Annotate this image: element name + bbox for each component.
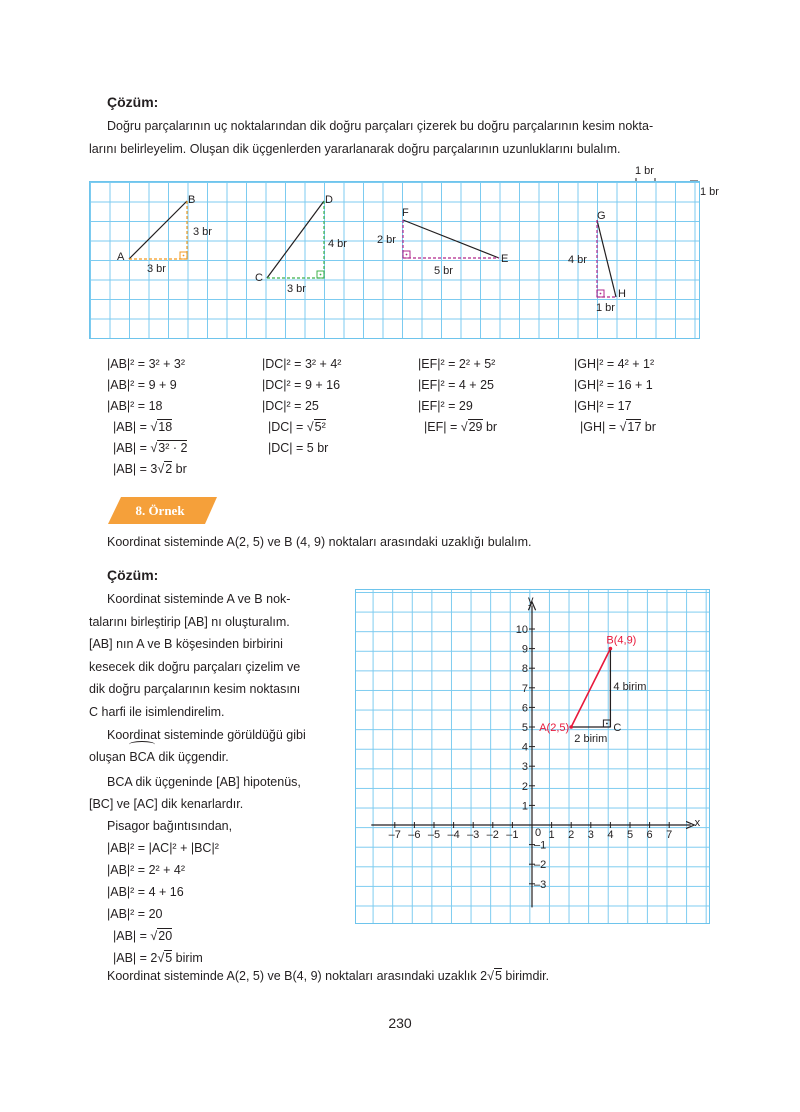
y-tick-label: 10 (515, 624, 528, 636)
point-b-label: B (188, 194, 196, 206)
segment-dc (267, 201, 324, 278)
y-tick-label: 1 (521, 800, 528, 813)
x-tick-label: –5 (427, 829, 441, 841)
point-f-label: F (402, 207, 409, 219)
point-d-label: D (325, 194, 333, 206)
equation-6-radicand: 5 (165, 951, 173, 965)
formula-ab-6-left: |AB| = 3 (113, 462, 158, 476)
formula-dc-4-radicand: 5² (314, 420, 326, 434)
point-a-label: A(2,5) (539, 722, 570, 734)
segment-ef (403, 220, 499, 258)
solution-heading-1: Çözüm: (107, 94, 159, 110)
seen-line-1: Koordinat sisteminde görüldüğü gibi (107, 728, 306, 742)
formula-gh-1: |GH|² = 4² + 1² (574, 357, 655, 371)
angle-bca (129, 746, 155, 768)
y-tick-label: 9 (521, 643, 528, 656)
y-tick-label: 7 (521, 682, 528, 695)
right-angle-dot-gh (600, 293, 602, 295)
x-tick-label: –7 (388, 829, 401, 841)
seen-line-2-end: dik üçgendir. (155, 750, 229, 764)
formula-dc-5: |DC| = 5 br (268, 441, 329, 455)
intro-line-6: C harfi ile isimlendirelim. (89, 704, 225, 719)
point-e-label: E (501, 253, 509, 265)
x-tick-label: 3 (587, 829, 594, 841)
formula-gh-3: |GH|² = 17 (574, 399, 632, 413)
formula-ab-5-radicand: 3² · 2 (158, 441, 188, 455)
right-angle-dot-ef (406, 254, 408, 256)
point-a (569, 725, 573, 729)
x-axis-label: x (694, 817, 701, 829)
solution-2-intro (89, 588, 333, 724)
seen-line-2-start: oluşan (89, 750, 130, 764)
example-badge-label: 8. Örnek (135, 503, 185, 518)
formula-column-dc (262, 354, 341, 459)
formula-dc-4-left: |DC| = (268, 420, 307, 434)
scale-v-label: 1 br (700, 186, 719, 198)
intro-line-2: talarını birleştirip [AB] nı oluşturalım. (89, 614, 290, 629)
leg-ab-horizontal-label: 3 br (147, 263, 166, 275)
right-angle-dot-ab (183, 255, 185, 257)
formula-ef-4: |EF| = √29 br (424, 420, 498, 434)
solution-heading-2: Çözüm: (107, 567, 159, 583)
x-tick-label: 5 (626, 829, 634, 841)
x-tick-label: –4 (447, 829, 460, 841)
formula-dc-4: |DC| = √5² (268, 420, 326, 434)
pisagor-line: Pisagor bağıntısından, (107, 819, 233, 833)
formula-ab-6-radicand: 2 (165, 462, 173, 476)
axis-ticks (389, 624, 673, 891)
x-tick-label: –2 (486, 829, 499, 841)
example-question: Koordinat sisteminde A(2, 5) ve B (4, 9) noktaları arasındaki uzaklığı bulalım. (107, 535, 532, 549)
scale-h-label: 1 br (635, 165, 654, 177)
formula-dc-3: |DC|² = 25 (262, 399, 319, 413)
y-tick-label: 4 (521, 741, 528, 754)
point-c-label: C (255, 272, 263, 284)
formula-ab-3: |AB|² = 18 (107, 399, 163, 413)
conclusion-radicand: 5 (494, 969, 502, 983)
formula-dc-1: |DC|² = 3² + 4² (262, 357, 342, 371)
coordinate-system (355, 589, 710, 924)
point-b (609, 647, 613, 651)
formula-ab-4-left: |AB| = (113, 420, 151, 434)
conclusion: Koordinat sisteminde A(2, 5) ve B(4, 9) noktaları arasındaki uzaklık 2√5 birimdir. (107, 969, 550, 983)
y-tick-label: –2 (534, 859, 547, 872)
x-tick-label: 4 (607, 829, 614, 841)
formula-ab-2: |AB|² = 9 + 9 (107, 378, 177, 392)
leg-gh-horizontal-label: 1 br (596, 302, 615, 314)
formula-ef-4-left: |EF| = (424, 420, 461, 434)
intro-line-3: [AB] nın A ve B köşesinden birbirini (89, 637, 283, 652)
equation-4: |AB|² = 20 (107, 907, 163, 921)
point-g-label: G (597, 210, 606, 222)
point-c-label: C (613, 722, 622, 734)
x-tick-label: 2 (568, 829, 575, 841)
y-tick-label: 5 (521, 722, 528, 734)
leg-dc-vertical-label: 4 br (328, 238, 347, 250)
equation-3: |AB|² = 4 + 16 (107, 885, 184, 899)
right-angle-dot-c (606, 723, 608, 725)
segment-ab (129, 201, 187, 259)
triangles-figure (89, 181, 700, 339)
formula-column-ef (418, 354, 497, 438)
formula-ab-6: |AB| = 3√2 br (113, 462, 187, 476)
x-tick-label: –6 (408, 829, 421, 841)
equation-2: |AB|² = 2² + 4² (107, 863, 186, 877)
page-number: 230 (388, 1015, 412, 1031)
y-tick-label: 6 (521, 702, 528, 715)
equation-1: |AB|² = |AC|² + |BC|² (107, 841, 219, 855)
y-tick-label: –3 (534, 878, 547, 891)
x-tick-label: 1 (548, 829, 555, 841)
x-tick-label: 6 (646, 829, 653, 841)
leg-ef-horizontal-label: 5 br (434, 265, 453, 277)
angle-bca-text: BCA (129, 750, 156, 764)
solution-2-body (89, 724, 306, 969)
y-axis-label: y (528, 594, 534, 607)
formula-ef-2: |EF|² = 4 + 25 (418, 378, 494, 392)
point-h-label: H (618, 288, 626, 300)
leg-dc-horizontal-label: 3 br (287, 283, 306, 295)
hypotenuse-ab (571, 649, 610, 727)
formula-ab-6-unit: br (172, 462, 187, 476)
y-tick-label: 2 (521, 780, 528, 793)
x-tick-label: 7 (666, 829, 673, 841)
formula-gh-4-left: |GH| = (580, 420, 620, 434)
equation-6: |AB| = 2√5 birim (113, 951, 203, 965)
formula-ab-4-radicand: 18 (158, 420, 173, 434)
y-tick-label: 8 (521, 663, 528, 676)
origin-label: 0 (535, 827, 542, 839)
equation-6-unit: birim (172, 951, 203, 965)
point-a-label: A (117, 251, 125, 263)
formula-gh-4-radicand: 17 (627, 420, 642, 434)
angle-arc (129, 741, 155, 748)
formula-ab-5-left: |AB| = (113, 441, 151, 455)
leg-ab-vertical-label: 3 br (193, 226, 212, 238)
equation-5-radicand: 20 (158, 929, 173, 943)
formula-ef-3: |EF|² = 29 (418, 399, 473, 413)
example-badge (107, 496, 217, 524)
formula-column-gh (574, 354, 656, 438)
x-tick-label: –3 (467, 829, 480, 841)
leg-gh-vertical-label: 4 br (568, 254, 587, 266)
formula-gh-4: |GH| = √17 br (580, 420, 656, 434)
intro-line-4: kesecek dik doğru parçaları çizelim ve (89, 659, 301, 674)
formula-ab-5: |AB| = √3² · 2 (113, 441, 188, 455)
y-tick-label: 3 (521, 761, 528, 774)
formula-ab-1: |AB|² = 3² + 3² (107, 357, 186, 371)
formula-ef-4-radicand: 29 (468, 420, 483, 434)
seen-line-2 (89, 746, 306, 768)
formula-ef-1: |EF|² = 2² + 5² (418, 357, 496, 371)
formula-gh-4-unit: br (641, 420, 656, 434)
y-tick-label: –1 (534, 839, 547, 852)
formula-gh-2: |GH|² = 16 + 1 (574, 378, 653, 392)
conclusion-text: Koordinat sisteminde A(2, 5) ve B(4, 9) noktaları arasındaki uzaklık 2 (107, 969, 488, 983)
triangle-abc (539, 635, 646, 745)
x-tick-label: –1 (506, 829, 519, 841)
leg-ef-vertical-label: 2 br (377, 234, 396, 246)
solution-paragraph-line-1: Doğru parçalarının uç noktalarından dik doğru parçaları çizerek bu doğru parçalarının kesim nokta- (107, 119, 654, 133)
formula-column-ab (107, 354, 187, 480)
right-angle-dot-dc (320, 274, 322, 276)
equation-6-left: |AB| = 2 (113, 951, 158, 965)
segment-gh (597, 220, 616, 297)
hyp-line-1: BCA dik üçgeninde [AB] hipotenüs, (107, 775, 301, 789)
intro-line-5: dik doğru parçalarının kesim noktasını (89, 682, 301, 697)
leg-bc-label: 4 birim (613, 680, 647, 693)
formula-ab-4: |AB| = √18 (113, 420, 173, 434)
solution-paragraph-line-2: larını belirleyelim. Oluşan dik üçgenlerden yararlanarak doğru parçalarının uzunluklarını bulalım. (89, 142, 621, 156)
equation-5: |AB| = √20 (113, 929, 173, 943)
point-b-label: B(4,9) (606, 634, 637, 647)
equation-5-left: |AB| = (113, 929, 151, 943)
hyp-line-2: [BC] ve [AC] dik kenarlardır. (89, 797, 244, 811)
formula-ef-4-unit: br (482, 420, 498, 434)
formula-dc-2: |DC|² = 9 + 16 (262, 378, 341, 392)
conclusion-unit: birimdir. (501, 969, 550, 983)
leg-ac-label: 2 birim (574, 733, 608, 745)
intro-line-1: Koordinat sisteminde A ve B nok- (107, 592, 291, 606)
